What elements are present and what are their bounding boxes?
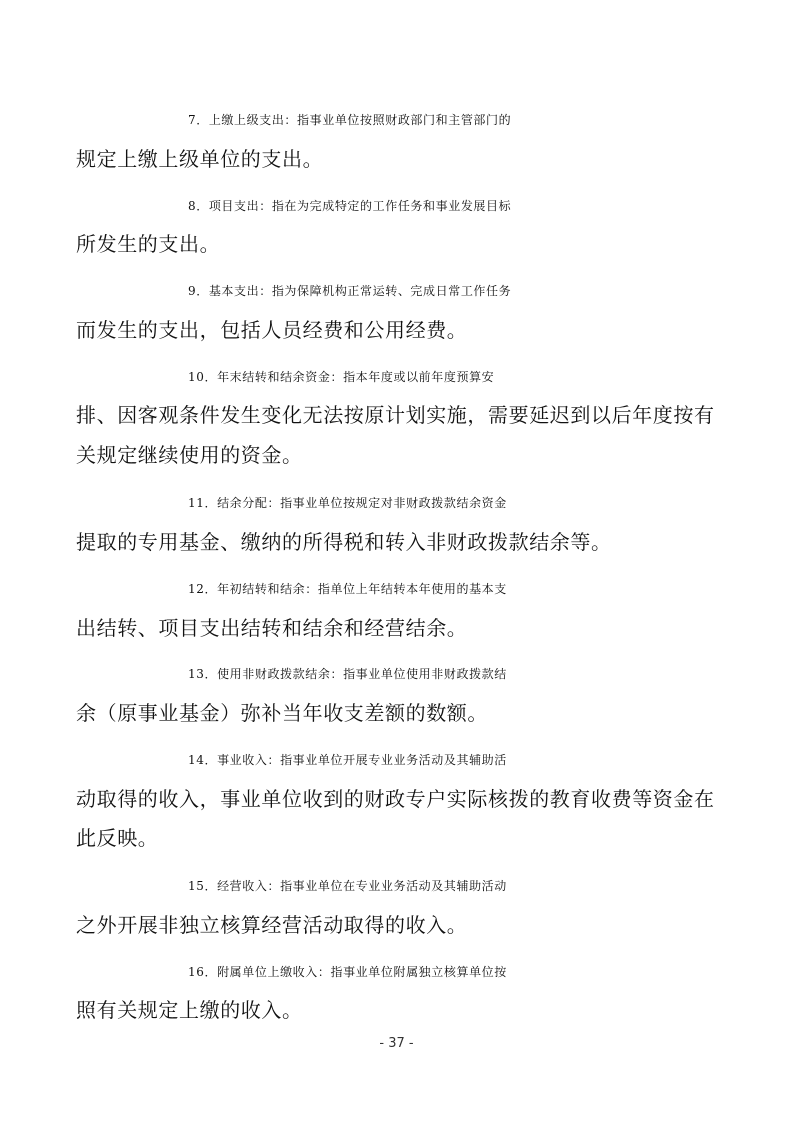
paragraph-13-line-1: 13．使用非财政拨款结余：指事业单位使用非财政拨款结 bbox=[188, 667, 507, 681]
paragraph-8-line-2: 所发生的支出。 bbox=[76, 232, 221, 256]
paragraph-9-line-1: 9．基本支出：指为保障机构正常运转、完成日常工作任务 bbox=[188, 284, 512, 298]
paragraph-15-line-2: 之外开展非独立核算经营活动取得的收入。 bbox=[76, 913, 468, 937]
paragraph-14-line-1: 14．事业收入：指事业单位开展专业业务活动及其辅助活 bbox=[188, 753, 507, 767]
paragraph-13-line-2: 余（原事业基金）弥补当年收支差额的数额。 bbox=[76, 701, 488, 725]
paragraph-10-line-2: 排、因客观条件发生变化无法按原计划实施，需要延迟到以后年度按有 bbox=[76, 403, 715, 427]
paragraph-10-line-1: 10．年末结转和结余资金：指本年度或以前年度预算安 bbox=[188, 370, 495, 384]
paragraph-8-line-1: 8．项目支出：指在为完成特定的工作任务和事业发展目标 bbox=[188, 199, 512, 213]
paragraph-16-line-2: 照有关规定上缴的收入。 bbox=[76, 998, 303, 1022]
paragraph-11-line-2: 提取的专用基金、缴纳的所得税和转入非财政拨款结余等。 bbox=[76, 530, 612, 554]
paragraph-7-line-2: 规定上缴上级单位的支出。 bbox=[76, 147, 324, 171]
paragraph-16-line-1: 16．附属单位上缴收入：指事业单位附属独立核算单位按 bbox=[188, 965, 507, 979]
paragraph-7-line-1: 7．上缴上级支出：指事业单位按照财政部门和主管部门的 bbox=[188, 113, 512, 127]
paragraph-10-line-3: 关规定继续使用的资金。 bbox=[76, 443, 303, 467]
paragraph-12-line-2: 出结转、项目支出结转和结余和经营结余。 bbox=[76, 616, 468, 640]
paragraph-12-line-1: 12．年初结转和结余：指单位上年结转本年使用的基本支 bbox=[188, 582, 507, 596]
page-number: - 37 - bbox=[379, 1036, 414, 1051]
paragraph-15-line-1: 15．经营收入：指事业单位在专业业务活动及其辅助活动 bbox=[188, 879, 507, 893]
paragraph-14-line-3: 此反映。 bbox=[76, 826, 159, 850]
paragraph-14-line-2: 动取得的收入，事业单位收到的财政专户实际核拨的教育收费等资金在 bbox=[76, 787, 715, 811]
paragraph-9-line-2: 而发生的支出，包括人员经费和公用经费。 bbox=[76, 318, 468, 342]
paragraph-11-line-1: 11．结余分配：指事业单位按规定对非财政拨款结余资金 bbox=[188, 496, 507, 510]
